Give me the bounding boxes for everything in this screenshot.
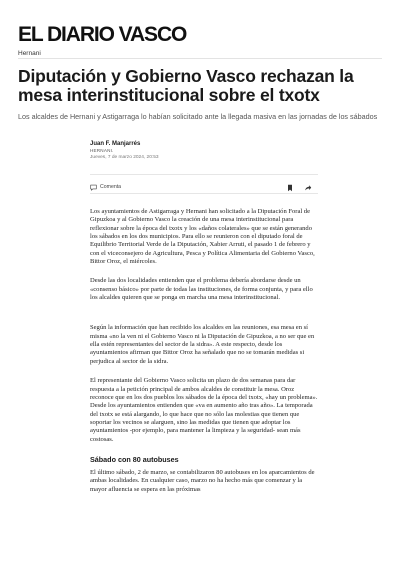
- article-paragraph: Desde las dos localidades entienden que el problema debería abordarse desde un «consenso básico» por parte de todas las instituciones, de forma conjunta, y para ello los alcaldes quieren que se ponga en marcha una mesa interinstitucional.: [90, 277, 313, 302]
- dateline-location: HERNANI.: [90, 148, 114, 153]
- article-paragraph: El último sábado, 2 de marzo, se contabilizaron 80 autobuses en los aparcamientos de ambas localidades. En cualquier caso, marzo no ha hecho más que comenzar y la mayor afluencia se espera en las próximas: [90, 468, 315, 493]
- article-paragraph: Según la información que han recibido los alcaldes en las reuniones, esa mesa en sí misma «no la ven ni el Gobierno Vasco ni la Diputación de Gipuzkoa, a no ser que en ella estén representantes del sector de la sidra». A este respecto, desde los ayuntamientos afirman que Bittor Oroz ha señalado que no se tomarán medidas si perjudica al sector de la sidra.: [90, 324, 315, 365]
- tools-divider-bottom: [90, 193, 318, 194]
- article-subhead: Los alcaldes de Hernani y Astigarraga lo habían solicitado ante la llegada masiva en las jornadas de los sábados: [18, 112, 378, 121]
- tools-divider-top: [90, 174, 318, 175]
- article-tools: [90, 177, 318, 191]
- article-paragraph: Los ayuntamientos de Astigarraga y Hernani han solicitado a la Diputación Foral de Gipuzkoa y al Gobierno Vasco la creación de una mesa interinstitucional para reflexionar sobre la época del txotx y los «daños colaterales» que se están generando los sábados en los dos municipios. Para ello se reunieron con el diputado foral de Equilibrio Territorial Verde de la Diputación, Xabier Arruti, el pasado 1 de febrero y con el viceconsejero de Agricultura, Pesca y Política Alimentaria del Gobierno Vasco, Bittor Oroz, el miércoles.: [90, 208, 315, 266]
- article-subheading: Sábado con 80 autobuses: [90, 454, 179, 464]
- comment-label: Comenta: [100, 184, 122, 190]
- article-headline: Diputación y Gobierno Vasco rechazan la mesa interinstitucional sobre el txotx: [18, 66, 354, 105]
- article-body: [90, 208, 318, 494]
- article-paragraph: El representante del Gobierno Vasco solicita un plazo de dos semanas para dar respuesta a la petición principal de ambos alcaldes de constituir la mesa. Oroz reconoce que en los dos pueblos los sábados de la época del txotx, «hay un problema». Desde los ayuntamientos entienden que «va en aumento año tras año». La temporada del txotx se está alargando, lo que hace que no sólo las molestias que tienen que soportar los vecinos se alarguen, sino las medidas que tienen que adoptar los ayuntamientos -por ejemplo, para mantener la limpieza y la seguridad- sean más costosas.: [90, 377, 318, 443]
- site-logo[interactable]: EL DIARIO VASCO: [18, 23, 187, 46]
- section-link[interactable]: Hernani: [18, 50, 41, 57]
- byline: [90, 140, 320, 161]
- bookmark-icon[interactable]: [286, 179, 294, 187]
- share-icon[interactable]: [304, 179, 312, 187]
- publish-date: Jueves, 7 de marzo 2024, 20:53: [90, 155, 159, 160]
- author-name[interactable]: Juan F. Manjarrés: [90, 141, 141, 147]
- section-divider: [18, 58, 382, 59]
- masthead: [18, 24, 382, 46]
